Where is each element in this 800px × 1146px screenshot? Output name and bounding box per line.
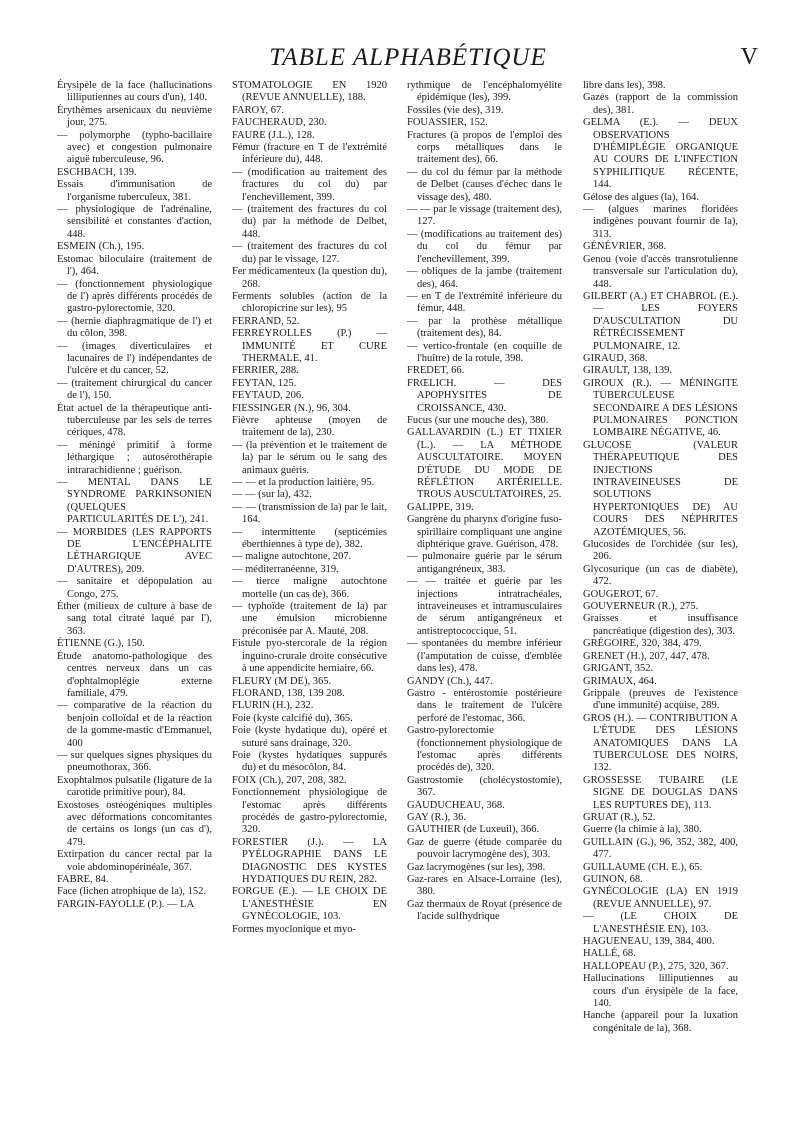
- index-entry: GALIPPE, 319.: [407, 501, 474, 513]
- index-entry: — vertico-frontale (en coquille de l'huître) de la rotule, 398.: [407, 340, 562, 364]
- index-entry: — en T de l'extrémité inférieure du fémur, 448.: [407, 290, 562, 315]
- index-entry: FAROY, 67.: [232, 104, 284, 116]
- index-entry: Fractures (à propos de l'emploi des corps métalliques dans le traitement des), 66.: [407, 129, 562, 166]
- index-entry: Face (lichen atrophique de la), 152.: [57, 886, 206, 898]
- page-header: [58, 44, 758, 78]
- index-entry: — obliques de la jambe (traitement des), 464.: [407, 266, 562, 290]
- index-entry: GRÉGOIRE, 320, 384, 479.: [583, 638, 702, 650]
- index-entry: FREDET, 66.: [407, 365, 465, 377]
- index-entry: GUILLAIN (G.), 96, 352, 382, 400, 477.: [583, 836, 738, 861]
- index-entry: — (la prévention et le traitement de la) par le sérum ou le sang des animaux guéris.: [232, 439, 387, 476]
- index-entry: — maligne autochtone, 207.: [232, 551, 352, 563]
- index-column-1: [57, 80, 212, 911]
- index-entry: FOUASSIER, 152.: [407, 117, 488, 129]
- index-entry: GUINON, 68.: [583, 874, 643, 885]
- index-entry: — MENTAL DANS LE SYNDROME PARKINSONIEN (QUELQUES PARTICULARITÉS DE L'), 241.: [57, 477, 212, 526]
- index-entry: Essais d'immunisation de l'organisme tuberculeux, 381.: [57, 179, 212, 203]
- index-entry: — du col du fémur par la méthode de Delbet (causes d'échec dans le vissage des), 480.: [407, 166, 562, 203]
- index-entry: — physiologique de l'adrénaline, sensibilité et constantes d'action, 448.: [57, 204, 212, 240]
- index-entry: GYNÉCOLOGIE (LA) EN 1919 (REVUE ANNUELLE), 97.: [583, 886, 738, 910]
- index-entry: HAGUENEAU, 139, 384, 400.: [583, 936, 715, 948]
- index-entry: — spontanées du membre inférieur (l'amputation de cuisse, d'emblée dans les), 478.: [407, 638, 562, 675]
- index-entry: GROSSESSE TUBAIRE (LE SIGNE DE DOUGLAS DANS LES RUPTURES DE), 113.: [583, 774, 738, 811]
- index-entry: — méningé primitif à forme léthargique ; autosérothérapie intrarachidienne ; guérison.: [57, 439, 212, 476]
- index-entry: Gangrène du pharynx d'origine fuso-spirillaire compliquant une angine diphtérique grave. Guérison, 478.: [407, 514, 562, 551]
- index-entry: Hallucinations lilliputiennes au cours d'un érysipèle de la face, 140.: [583, 973, 738, 1010]
- index-entry: Ferments solubles (action de la chloropicrine sur les), 95: [232, 290, 387, 315]
- index-entry: Érythèmes arsenicaux du neuvième jour, 275.: [57, 104, 212, 129]
- index-entry: — (modification au traitement des fractures du col du) par l'enchevillement, 399.: [232, 166, 387, 203]
- index-entry: GROS (H.). — CONTRIBUTION A L'ÉTUDE DES LÉSIONS ANATOMIQUES DANS LA TUBERCULOSE DES NOIRS, 132.: [583, 712, 738, 774]
- index-entry: ESMEIN (Ch.), 195.: [57, 241, 145, 253]
- index-entry: FLORAND, 138, 139 208.: [232, 687, 345, 699]
- index-entry: GRIMAUX, 464.: [583, 675, 657, 687]
- index-entry: Éther (milieux de culture à base de sang total citraté laqué par l'), 363.: [57, 601, 212, 637]
- index-entry: FAURE (J.L.), 128.: [232, 129, 315, 141]
- index-entry: GRUAT (R.), 52.: [583, 811, 656, 823]
- index-column-4: [583, 80, 738, 1035]
- index-entry: GAUTHIER (de Luxeuil), 366.: [407, 824, 540, 836]
- index-entry: — (images diverticulaires et lacunaires de l') indépendantes de l'ulcère et du cancer, 52.: [57, 340, 212, 377]
- index-entry: FERRIER, 288.: [232, 365, 299, 377]
- page-title: TABLE ALPHABÉTIQUE: [269, 44, 547, 71]
- index-entry: Fonctionnement physiologique de l'estomac après différents procédés de gastro-pylorectomie, 320.: [232, 787, 387, 836]
- index-entry: Fucus (sur une mouche des), 380.: [407, 414, 549, 426]
- index-entry: — (LE CHOIX DE L'ANESTHÉSIE EN), 103.: [583, 911, 738, 935]
- index-entry: FORESTIER (J.). — LA PYÉLOGRAPHIE DANS LE DIAGNOSTIC DES KYSTES HYDATIQUES DU REIN, 282.: [232, 836, 387, 885]
- index-entry: — sur quelques signes physiques du pneumothorax, 366.: [57, 749, 212, 774]
- index-entry: Formes myoclonique et myo-: [232, 923, 356, 935]
- index-entry: Gaz lacrymogènes (sur les), 398.: [407, 861, 546, 873]
- index-entry: FORGUE (E.). — LE CHOIX DE L'ANESTHÉSIE EN GYNÉCOLOGIE, 103.: [232, 886, 387, 923]
- index-entry: GELMA (E.). — DEUX OBSERVATIONS D'HÉMIPLÉGIE ORGANIQUE AU COURS DE L'INFECTION SYPHILITIQUE RÉCENTE, 144.: [583, 117, 738, 191]
- index-entry: Étude anatomo-pathologique des centres nerveux dans un cas d'ophtalmoplégie externe familiale, 479.: [57, 650, 212, 699]
- index-entry: Gastro - entérostomie postérieure dans le traitement de l'ulcère perforé de l'estomac, 366.: [407, 687, 562, 724]
- index-entry: STOMATOLOGIE EN 1920 (REVUE ANNUELLE), 188.: [232, 80, 387, 104]
- index-entry: GAUDUCHEAU, 368.: [407, 799, 505, 811]
- index-entry: GANDY (Ch.), 447.: [407, 675, 493, 687]
- index-entry: — — (transmission de la) par le lait, 164.: [232, 501, 387, 526]
- index-entry: Gaz thermaux de Royat (présence de l'acide sulfhydrique: [407, 898, 562, 923]
- index-entry: GOUGEROT, 67.: [583, 588, 659, 600]
- index-entry: FAUCHERAUD, 230.: [232, 117, 327, 129]
- index-entry: — (hernie diaphragmatique de l') et du côlon, 398.: [57, 315, 212, 340]
- index-entry: — (algues marines floridées indigènes pouvant fournir de la), 313.: [583, 204, 738, 240]
- index-entry: GÉNÉVRIER, 368.: [583, 241, 667, 253]
- index-entry: Gélose des algues (la), 164.: [583, 191, 700, 203]
- index-entry: Grippale (preuves de l'existence d'une immunité) acquise, 289.: [583, 687, 738, 712]
- index-entry: Gaz de guerre (étude comparée du pouvoir lacrymogène des), 303.: [407, 836, 562, 861]
- index-entry: — (traitement des fractures du col du) par le vissage, 127.: [232, 241, 387, 265]
- index-column-2: [232, 80, 387, 936]
- index-entry: Gastro-pylorectomie (fonctionnement physiologique de l'estomac après différents procédés de), 320.: [407, 725, 562, 774]
- index-entry: Foie (kyste calcifié du), 365.: [232, 712, 353, 724]
- index-entry: — — par le vissage (traitement des), 127.: [407, 204, 562, 228]
- page-number: V: [740, 44, 758, 70]
- index-entry: ESCHBACH, 139.: [57, 166, 137, 178]
- index-entry: GALLAVARDIN (L.) ET TIXIER (L.). — LA MÉTHODE AUSCULTATOIRE. MOYEN D'ÉTUDE DU MODE DE RÉFLÉTION ARTÉRIELLE. TROUS AUSCULTATOIRES, 25.: [407, 427, 562, 501]
- index-entry: — (fonctionnement physiologique de l') après différents procédés de gastro-pylorectomie, 320.: [57, 278, 212, 315]
- index-entry: Foie (kystes hydatiques suppurés du) et du mésocôlon, 84.: [232, 749, 387, 774]
- index-entry: GIROUX (R.). — MÉNINGITE TUBERCULEUSE SECONDAIRE A DES LÉSIONS PULMONAIRES PONCTION LOMBAIRE NÉGATIVE, 46.: [583, 377, 738, 439]
- index-entry: Glucosides de l'orchidée (sur les), 206.: [583, 539, 738, 563]
- index-entry: ÉTIENNE (G.), 150.: [57, 638, 145, 650]
- index-entry: Glycosurique (un cas de diabète), 472.: [583, 563, 738, 588]
- index-entry: libre dans les), 398.: [583, 80, 666, 91]
- index-entry: Fémur (fracture en T de l'extrémité inférieure du), 448.: [232, 142, 387, 166]
- index-entry: GILBERT (A.) ET CHABROL (E.). — LES FOYERS D'AUSCULTATION DU RÉTRÉCISSEMENT PULMONAIRE, 12.: [583, 290, 738, 352]
- index-entry: FERREYROLLES (P.) — IMMUNITÉ ET CURE THERMALE, 41.: [232, 328, 387, 364]
- index-entry: GAY (R.), 36.: [407, 811, 467, 823]
- index-entry: — par la prothèse métallique (traitement des), 84.: [407, 315, 562, 340]
- index-entry: FEYTAN, 125.: [232, 377, 297, 389]
- index-entry: Extirpation du cancer rectal par la voie abdominopérinéale, 367.: [57, 849, 212, 873]
- index-entry: FOIX (Ch.), 207, 208, 382.: [232, 774, 347, 786]
- index-entry: Gastrostomie (cholécystostomie), 367.: [407, 774, 562, 799]
- index-entry: rythmique de l'encéphalomyélite épidémique (les), 399.: [407, 80, 562, 104]
- index-entry: GUILLAUME (CH. E.), 65.: [583, 861, 703, 873]
- index-entry: Estomac biloculaire (traitement de l'), 464.: [57, 253, 212, 278]
- index-entry: — MORBIDES (LES RAPPORTS DE L'ENCÉPHALITE LÉTHARGIQUE AVEC D'AUTRES), 209.: [57, 526, 212, 575]
- index-entry: Érysipèle de la face (hallucinations lilliputiennes au cours d'un), 140.: [57, 80, 212, 104]
- index-entry: — (modifications au traitement des) du col du fémur par l'enchevillement, 399.: [407, 228, 562, 265]
- index-entry: FERRAND, 52.: [232, 315, 300, 327]
- index-entry: Exophtalmos pulsatile (ligature de la carotide primitive pour), 84.: [57, 774, 212, 799]
- index-entry: — tierce maligne autochtone mortelle (un cas de), 366.: [232, 576, 387, 600]
- index-entry: Fièvre aphteuse (moyen de traitement de la), 230.: [232, 414, 387, 439]
- index-entry: FEYTAUD, 206.: [232, 390, 304, 402]
- index-entry: FRŒLICH. — DES APOPHYSITES DE CROISSANCE, 430.: [407, 377, 562, 414]
- index-entry: — typhoïde (traitement de la) par une émulsion microbienne préconisée par A. Mauté, 208.: [232, 601, 387, 637]
- index-entry: État actuel de la thérapeutique anti-tuberculeuse par les sels de terres cériques, 478.: [57, 402, 212, 439]
- index-entry: GOUVERNEUR (R.), 275.: [583, 601, 699, 613]
- index-entry: Gazés (rapport de la commission des), 381.: [583, 92, 738, 116]
- index-entry: Foie (kyste hydatique du), opéré et suturé sans drainage, 320.: [232, 725, 387, 749]
- index-entry: FABRE, 84.: [57, 874, 109, 885]
- index-entry: FARGIN-FAYOLLE (P.). — LA: [57, 898, 195, 910]
- index-column-3: [407, 80, 562, 924]
- index-entry: Hanche (appareil pour la luxation congénitale de la), 368.: [583, 1010, 738, 1034]
- index-entry: Fistule pyo-stercorale de la région inguino-crurale droite consécutive à une appendicite herniaire, 66.: [232, 638, 387, 675]
- index-entry: Gaz-rares en Alsace-Lorraine (les), 380.: [407, 874, 562, 898]
- index-entry: — pulmonaire guérie par le sérum antigangréneux, 383.: [407, 551, 562, 575]
- index-entry: Guerre (la chimie à la), 380.: [583, 824, 702, 836]
- index-entry: GRENET (H.), 207, 447, 478.: [583, 650, 710, 662]
- index-entry: — méditerranéenne, 319.: [232, 563, 339, 575]
- index-entry: FLURIN (H.), 232.: [232, 700, 314, 712]
- index-entry: GRIGANT, 352.: [583, 663, 654, 675]
- index-entry: GIRAULT, 138, 139.: [583, 365, 672, 377]
- index-entry: — — (sur la), 432.: [232, 489, 312, 501]
- index-entry: Fossiles (vie des), 319.: [407, 104, 504, 116]
- index-entry: Fer médicamenteux (la question du), 268.: [232, 266, 387, 290]
- index-entry: GLUCOSE (VALEUR THÉRAPEUTIQUE DES INJECTIONS INTRAVEINEUSES DE SOLUTIONS HYPERTONIQUES DE) AU COURS DES NÉPHRITES AZOTÉMIQUES, 56.: [583, 439, 738, 538]
- index-entry: HALLÉ, 68.: [583, 948, 636, 960]
- index-entry: — polymorphe (typho-bacillaire avec) et congestion pulmonaire aiguë tuberculeuse, 96.: [57, 129, 212, 166]
- index-entry: FLEURY (M DE), 365.: [232, 675, 332, 687]
- index-entry: GIRAUD, 368.: [583, 352, 648, 364]
- index-entry: Exostoses ostéogéniques multiples avec déformations concomitantes de certains os longs (un cas d'), 479.: [57, 799, 212, 848]
- index-entry: — (traitement des fractures du col du) par la méthode de Delbet, 448.: [232, 204, 387, 240]
- index-entry: — (traitement chirurgical du cancer de l'), 150.: [57, 377, 212, 402]
- index-entry: Graisses et insuffisance pancréatique (digestion des), 303.: [583, 613, 738, 637]
- index-entry: — comparative de la réaction du benjoin colloïdal et de la réaction de la gomme-mastic d'Emmanuel, 400: [57, 700, 212, 749]
- index-entry: — — et la production laitière, 95.: [232, 477, 375, 488]
- index-entry: — sanitaire et dépopulation au Congo, 275.: [57, 576, 212, 600]
- index-entry: — — traitée et guérie par les injections intratrachéales, intraveineuses et intramusculaires de sérum antigangréneux et antistreptococcique, 51.: [407, 576, 562, 637]
- index-entry: — intermittente (septicémies éberthiennes à type de), 382.: [232, 526, 387, 551]
- index-entry: Genou (voie d'accès transrotulienne transversale sur l'articulation du), 448.: [583, 253, 738, 290]
- index-entry: HALLOPEAU (P.), 275, 320, 367.: [583, 960, 729, 972]
- index-entry: FIESSINGER (N.), 96, 304.: [232, 402, 351, 414]
